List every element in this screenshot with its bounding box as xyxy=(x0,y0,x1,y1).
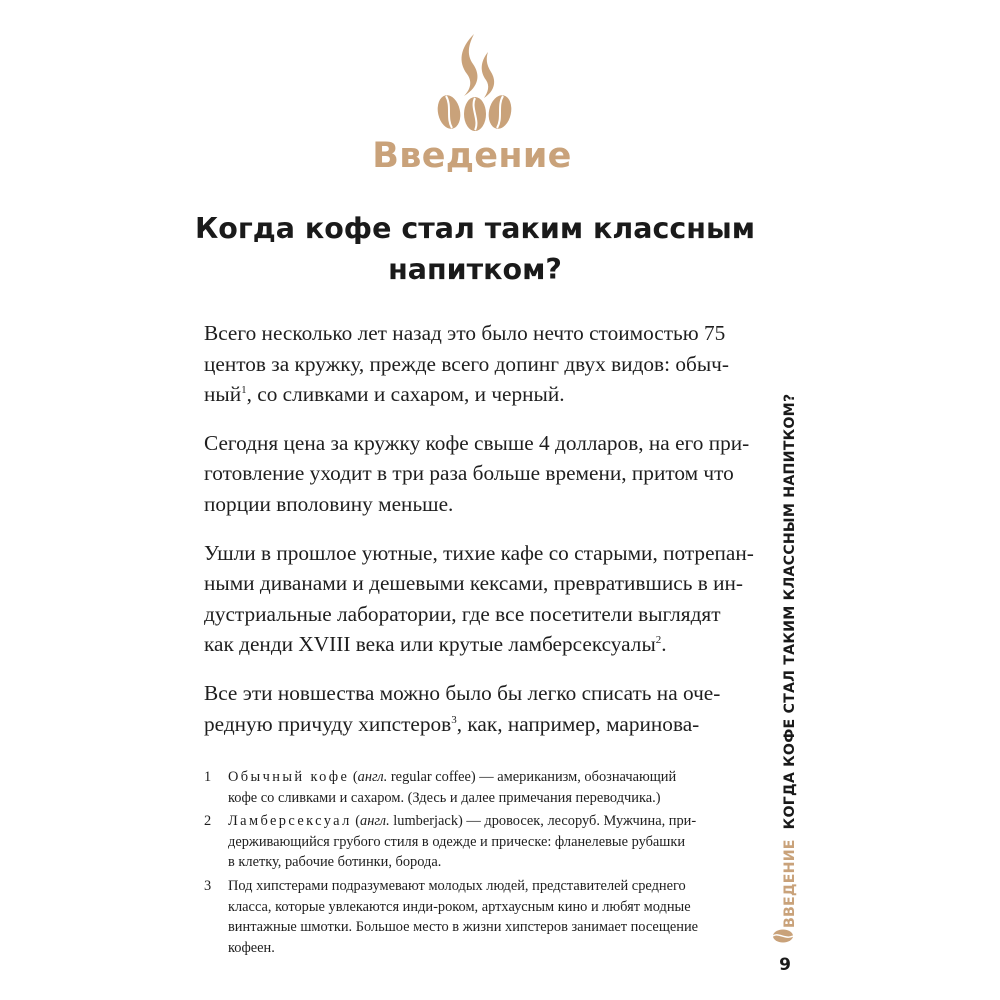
paragraph-line: ными диванами и дешевыми кексами, превратившись в ин- xyxy=(204,571,744,596)
footnote-ref-1[interactable]: 1 xyxy=(241,384,247,397)
footnote-3 xyxy=(204,876,744,958)
page-number: 9 xyxy=(779,955,791,975)
footnote-text xyxy=(228,811,744,873)
footnote-ref-2[interactable]: 2 xyxy=(655,634,662,647)
footnote-number: 3 xyxy=(204,877,212,894)
footnote-1 xyxy=(204,767,744,808)
footnote-rest: lumberjack) — дровосек, лесоруб. Мужчина, при- xyxy=(389,813,697,830)
paragraph-text: . xyxy=(661,632,667,657)
paragraph-line xyxy=(204,379,744,410)
paragraph-line: Всего несколько лет назад это было нечто стоимостью 75 xyxy=(204,321,726,345)
footnote-line: в клетку, рабочие ботинки, борода. xyxy=(228,854,442,871)
paragraph-line: Сегодня цена за кружку кофе свыше 4 долларов, на его при- xyxy=(204,430,750,455)
paragraph-text: , как, например, маринова- xyxy=(456,711,700,736)
footnote-text xyxy=(228,767,744,808)
footnote-rest: regular coffee) — американизм, обозначающий xyxy=(387,769,677,785)
paragraph-text: редную причуду хипстеров xyxy=(204,711,452,736)
coffee-bean-steam-icon xyxy=(434,32,516,134)
paragraph-line: порции вполовину меньше. xyxy=(204,491,454,516)
footnote-abbr: англ. xyxy=(360,813,390,830)
paragraph-1 xyxy=(204,318,744,410)
paragraph-3 xyxy=(204,538,754,660)
paragraph-line xyxy=(204,709,744,740)
title-line-1: Когда кофе стал таким классным xyxy=(194,212,756,245)
footnote-term: Обычный кофе xyxy=(228,769,350,785)
running-header-chapter: ВВЕДЕНИЕ xyxy=(782,839,798,928)
footnote-line: Обычный кофе (англ. regular coffee) — американизм, обозначающий xyxy=(228,769,677,785)
footnote-2 xyxy=(204,811,744,873)
footnote-line: винтажные шмотки. Большое место в жизни хипстеров занимает посещение xyxy=(228,919,699,936)
paragraph-line: Все эти новшества можно было бы легко списать на оче- xyxy=(204,680,721,705)
footnote-line: держивающийся грубого стиля в одежде и прическе: фланелевые рубашки xyxy=(228,833,686,850)
footnote-term: Ламберсексуал xyxy=(228,813,352,830)
page-title xyxy=(180,208,770,290)
footnote-line: кофе со сливками и сахаром. (Здесь и далее примечания переводчика.) xyxy=(228,789,661,806)
paragraph-text: как денди XVIII века или крутые ламберсексуалы xyxy=(204,632,656,657)
paragraph-line: центов за кружку, прежде всего допинг двух видов: обыч- xyxy=(204,351,729,376)
paragraph-line: Ушли в прошлое уютные, тихие кафе со старыми, потрепан- xyxy=(204,540,754,565)
footnote-line: класса, которые увлекаются инди-роком, артхаусным кино и любят модные xyxy=(228,898,691,915)
paragraph-text: ный xyxy=(204,382,242,407)
paragraph-line xyxy=(204,629,744,660)
footnote-number: 1 xyxy=(204,769,212,785)
paragraph-text: , со сливками и сахаром, и черный. xyxy=(246,382,565,407)
footnote-number: 2 xyxy=(204,813,212,830)
title-line-2: напитком? xyxy=(388,253,562,286)
footnotes xyxy=(204,767,744,961)
chapter-label: Введение xyxy=(372,136,572,176)
paragraph-2 xyxy=(204,428,750,520)
footnote-ref-3[interactable]: 3 xyxy=(451,713,457,726)
footnote-line: Под хипстерами подразумевают молодых людей, представителей среднего xyxy=(228,877,686,894)
paragraph-line: готовление уходит в три раза больше времени, притом что xyxy=(204,461,734,486)
running-header xyxy=(778,393,802,928)
footnote-text xyxy=(228,876,744,958)
coffee-bean-icon xyxy=(772,928,794,944)
footnote-line: Ламберсексуал (англ. lumberjack) — дровосек, лесоруб. Мужчина, при- xyxy=(228,813,697,830)
footnote-abbr: англ. xyxy=(357,769,388,785)
body-text xyxy=(204,318,754,757)
paragraph-4 xyxy=(204,678,744,739)
footnote-line: кофеен. xyxy=(228,939,275,956)
paragraph-line: дустриальные лаборатории, где все посетители выглядят xyxy=(204,601,721,626)
running-header-title: КОГДА КОФЕ СТАЛ ТАКИМ КЛАССНЫМ НАПИТКОМ? xyxy=(782,393,798,830)
